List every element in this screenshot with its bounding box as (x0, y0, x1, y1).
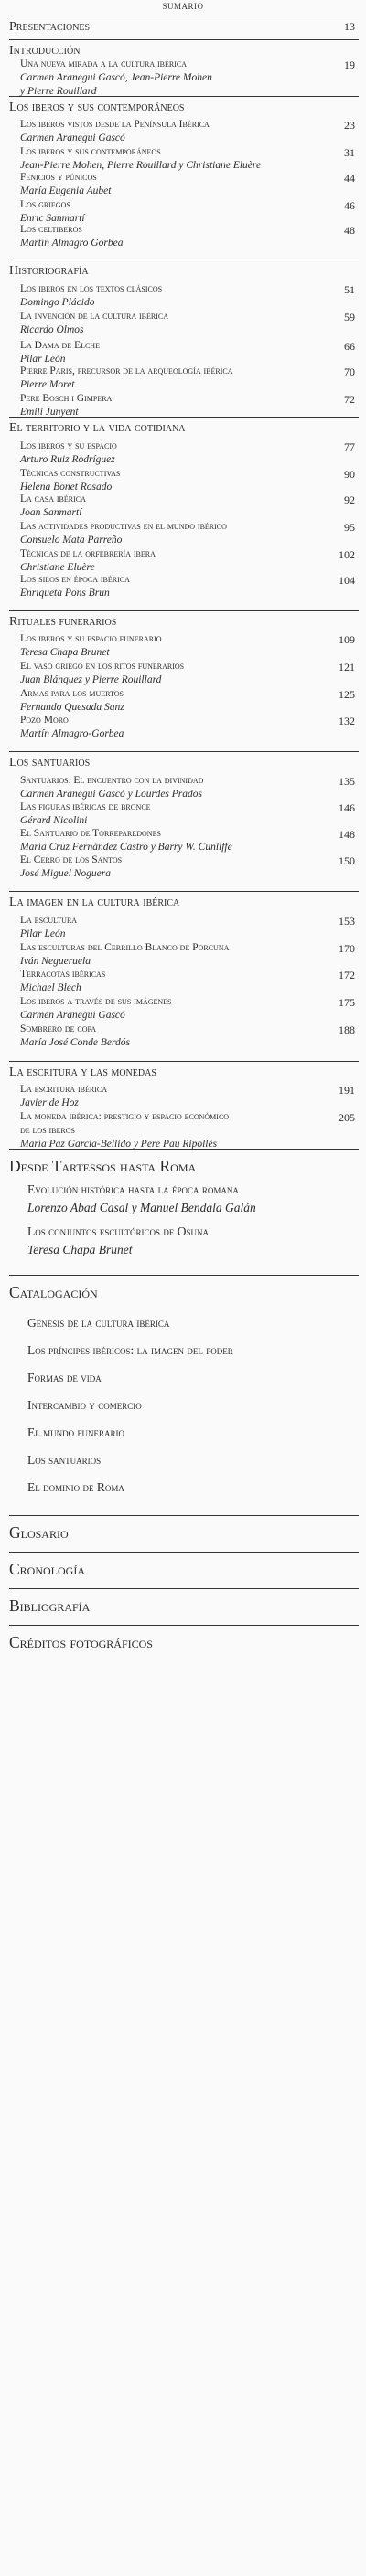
entry-author: María José Conde Berdós (20, 1037, 130, 1048)
divider-rule (9, 1149, 359, 1150)
entry-author: Juan Blánquez y Pierre Rouillard (20, 674, 162, 685)
entry-title: La Dama de Elche (20, 340, 100, 351)
entry-author: Consuelo Mata Parreño (20, 535, 123, 546)
catalog-item: Los santuarios (27, 1453, 102, 1467)
entry-title: Técnicas constructivas (20, 468, 121, 479)
entry-title: Los iberos y sus contemporáneos (20, 146, 161, 157)
section-heading: La imagen en la cultura ibérica (9, 896, 180, 909)
entry-title: La escultura (20, 915, 78, 926)
entry-title: Los silos en época ibérica (20, 574, 130, 585)
page-number: 23 (344, 119, 355, 132)
section-heading: Los iberos y sus contemporáneos (9, 101, 185, 114)
entry-title: Pozo Moro (20, 715, 69, 726)
divider-rule (9, 1515, 359, 1516)
page-number: 95 (344, 521, 355, 534)
page-number: 90 (344, 468, 355, 481)
page-number: 191 (339, 1084, 355, 1097)
entry-author: José Miguel Noguera (20, 868, 112, 879)
entry-title: Terracotas ibéricas (20, 969, 106, 980)
page-number: 92 (344, 493, 355, 506)
page-number: 175 (339, 996, 355, 1009)
page-number: 48 (344, 224, 355, 237)
entry-title: Los iberos en los textos clásicos (20, 283, 163, 294)
entry-author: Pilar León (20, 354, 66, 365)
page-number: 150 (339, 854, 355, 867)
entry-title: Los iberos a través de sus imágenes (20, 996, 172, 1007)
page-number: 205 (339, 1111, 355, 1124)
section-heading: El territorio y la vida cotidiana (9, 421, 186, 435)
section-heading: Historiografía (9, 264, 89, 278)
page-number: 132 (339, 715, 355, 727)
section-heading: Rituales funerarios (9, 615, 117, 629)
entry-title: La casa ibérica (20, 493, 86, 504)
entry-author: Teresa Chapa Brunet (20, 647, 110, 658)
entry-author: Carmen Aranegui Gascó y Lourdes Prados (20, 789, 203, 800)
entry-author: María Paz García-Bellido y Pere Pau Ripollès (20, 1139, 218, 1150)
page-number: 188 (339, 1023, 355, 1036)
page-number: 59 (344, 311, 355, 323)
entry-title: Pere Bosch i Gimpera (20, 393, 113, 404)
entry-author: Fernando Quesada Sanz (20, 702, 124, 713)
part-entry-author: Lorenzo Abad Casal y Manuel Bendala Galán (27, 1201, 256, 1214)
entry-author: María Cruz Fernández Castro y Barry W. Cunliffe (20, 842, 232, 853)
page-number: 72 (344, 393, 355, 406)
entry-author: Pilar León (20, 928, 66, 939)
entry-author: Enric Sanmartí (20, 213, 85, 224)
entry-author: Helena Bonet Rosado (20, 482, 113, 493)
entry-author: Arturo Ruiz Rodríguez (20, 454, 115, 465)
section-heading: Los santuarios (9, 756, 91, 769)
entry-author: Jean-Pierre Mohen, Pierre Rouillard y Christiane Eluère (20, 160, 262, 171)
divider-rule (9, 1588, 359, 1589)
page-number: 135 (339, 775, 355, 788)
page-number: 170 (339, 942, 355, 955)
end-section-title: Cronología (9, 1560, 85, 1578)
catalog-item: Intercambio y comercio (27, 1398, 142, 1412)
entry-author: Domingo Plácido (20, 297, 95, 308)
entry-author: Martín Almagro Gorbea (20, 238, 124, 249)
section-heading: Presentaciones (9, 20, 91, 34)
divider-rule (9, 39, 359, 40)
end-section-title: Créditos fotográficos (9, 1633, 153, 1651)
page-number: 153 (339, 915, 355, 928)
entry-title: Los iberos vistos desde la Península Ibérica (20, 119, 210, 130)
entry-author: Carmen Aranegui Gascó (20, 133, 125, 143)
entry-title: Los iberos y su espacio (20, 440, 117, 451)
entry-title-cont: de los iberos (20, 1125, 75, 1136)
divider-rule (9, 1275, 359, 1276)
page-number: 19 (344, 58, 355, 71)
entry-title: La moneda ibérica: prestigio y espacio económico (20, 1111, 230, 1122)
page-number: 46 (344, 199, 355, 212)
page-number: 172 (339, 969, 355, 981)
entry-author: Martín Almagro-Gorbea (20, 728, 124, 739)
entry-title: El Santuario de Torreparedones (20, 828, 161, 839)
entry-author: Gérard Nicolini (20, 815, 88, 826)
page-number: 121 (339, 661, 355, 673)
end-section-title: Glosario (9, 1523, 69, 1542)
catalog-item: Génesis de la cultura ibérica (27, 1316, 170, 1330)
part-entry-title: Evolución histórica hasta la época romana (27, 1182, 239, 1196)
entry-title: Fenicios y púnicos (20, 172, 97, 183)
part-entry-title: Los conjuntos escultóricos de Osuna (27, 1224, 210, 1238)
entry-title: El Cerro de los Santos (20, 854, 123, 865)
page-number: 66 (344, 340, 355, 353)
entry-title: Los griegos (20, 199, 70, 210)
entry-title: Técnicas de la orfebrería ibera (20, 548, 156, 559)
entry-title: Las actividades productivas en el mundo ibérico (20, 521, 227, 532)
page-number: 77 (344, 440, 355, 453)
entry-author: Michael Blech (20, 982, 81, 993)
divider-rule (9, 1552, 359, 1553)
part-entry-author: Teresa Chapa Brunet (27, 1243, 133, 1256)
entry-title: La invención de la cultura ibérica (20, 311, 168, 322)
end-section-title: Bibliografía (9, 1596, 91, 1615)
page-header: SUMARIO (162, 2, 204, 11)
page-number: 125 (339, 688, 355, 701)
page-number: 70 (344, 366, 355, 378)
page-number: 13 (344, 20, 355, 33)
divider-rule (9, 1061, 359, 1062)
entry-author: Christiane Eluère (20, 562, 95, 573)
section-heading: La escritura y las monedas (9, 1065, 156, 1079)
divider-rule (9, 96, 359, 97)
entry-author: Javier de Hoz (20, 1097, 79, 1108)
divider-rule (9, 891, 359, 892)
divider-rule (9, 610, 359, 611)
part-title: Desde Tartessos hasta Roma (9, 1157, 197, 1175)
entry-author: y Pierre Rouillard (20, 86, 97, 97)
entry-title: Pierre Paris, precursor de la arqueología ibérica (20, 366, 233, 376)
divider-rule (9, 417, 359, 418)
entry-author: Emili Junyent (20, 407, 79, 418)
entry-title: Los iberos y su espacio funerario (20, 633, 162, 644)
entry-author: Carmen Aranegui Gascó (20, 1010, 125, 1021)
divider-rule (9, 751, 359, 752)
entry-author: Enriqueta Pons Brun (20, 588, 110, 599)
catalog-item: El mundo funerario (27, 1426, 124, 1439)
entry-author: Pierre Moret (20, 379, 75, 390)
entry-author: María Eugenia Aubet (20, 186, 112, 196)
catalog-title: Catalogación (9, 1283, 98, 1301)
section-heading: Introducción (9, 44, 81, 58)
entry-title: Armas para los muertos (20, 688, 124, 699)
entry-title: Las esculturas del Cerrillo Blanco de Porcuna (20, 942, 230, 953)
page-number: 102 (339, 548, 355, 561)
page-number: 104 (339, 574, 355, 587)
entry-title: Sombrero de copa (20, 1023, 96, 1034)
entry-author: Ricardo Olmos (20, 324, 84, 335)
entry-author: Carmen Aranegui Gascó, Jean-Pierre Mohen (20, 72, 212, 83)
entry-title: Santuarios. El encuentro con la divinidad (20, 775, 204, 786)
page-number: 44 (344, 172, 355, 185)
entry-title: Una nueva mirada a la cultura ibérica (20, 58, 188, 69)
entry-author: Joan Sanmartí (20, 507, 82, 518)
entry-author: Iván Negueruela (20, 956, 91, 967)
entry-title: La escritura ibérica (20, 1084, 108, 1095)
page-number: 51 (344, 283, 355, 296)
divider-rule (9, 1625, 359, 1626)
page-number: 148 (339, 828, 355, 841)
catalog-item: El dominio de Roma (27, 1480, 124, 1494)
catalog-item: Los príncipes ibéricos: la imagen del poder (27, 1343, 233, 1357)
page-number: 31 (344, 146, 355, 159)
page-number: 109 (339, 633, 355, 646)
entry-title: Los celtiberos (20, 224, 82, 235)
catalog-item: Formas de vida (27, 1371, 102, 1384)
entry-title: El vaso griego en los ritos funerarios (20, 661, 185, 672)
page-number: 146 (339, 801, 355, 814)
entry-title: Las figuras ibéricas de bronce (20, 801, 151, 812)
